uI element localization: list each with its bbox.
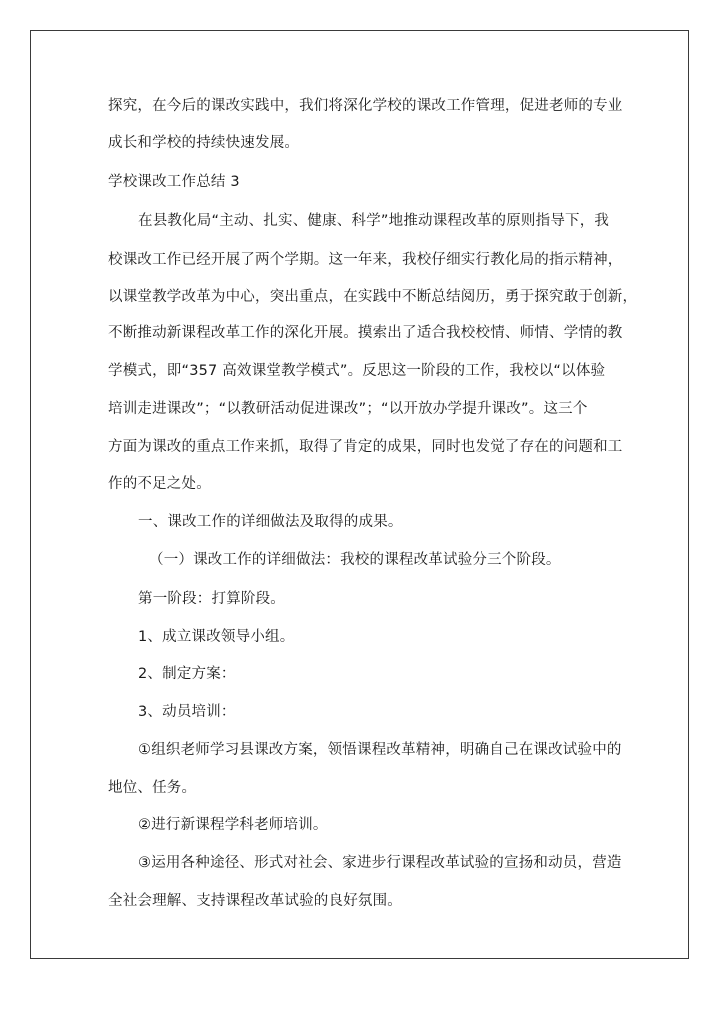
list-item: 2、制定方案：: [138, 666, 236, 682]
list-item: ②进行新课程学科老师培训。: [138, 817, 328, 833]
list-item: 1、成立课改领导小组。: [138, 629, 295, 645]
list-item: ①组织老师学习县课改方案，领悟课程改革精神，明确自己在课改试验中的: [138, 742, 622, 758]
page-border: [30, 30, 689, 959]
paragraph-line: 学模式，即“357 高效课堂教学模式”。反思这一阶段的工作，我校以“以体验: [108, 363, 606, 379]
paragraph-line: 培训走进课改”；“以教研活动促进课改”；“以开放办学提升课改”。这三个: [108, 401, 588, 417]
heading-level-1: 一、课改工作的详细做法及取得的成果。: [138, 514, 403, 530]
list-item: 3、动员培训：: [138, 704, 236, 720]
paragraph-line: 全社会理解、支持课程改革试验的良好氛围。: [108, 893, 402, 909]
paragraph-line: 成长和学校的持续快速发展。: [108, 135, 300, 151]
paragraph-line: 作的不足之处。: [108, 476, 211, 492]
list-item: ③运用各种途径、形式对社会、家进步行课程改革试验的宣扬和动员，营造: [138, 855, 622, 871]
paragraph-line: 第一阶段：打算阶段。: [138, 591, 285, 607]
paragraph-line: 探究，在今后的课改实践中，我们将深化学校的课改工作管理，促进老师的专业: [108, 98, 623, 114]
paragraph-line: 不断推动新课程改革工作的深化开展。摸索出了适合我校校情、师情、学情的教: [108, 325, 623, 341]
paragraph-line: 校课改工作已经开展了两个学期。这一年来，我校仔细实行教化局的指示精神，: [108, 252, 623, 268]
heading-level-2: （一）课改工作的详细做法：我校的课程改革试验分三个阶段。: [149, 552, 561, 568]
paragraph-line: 方面为课改的重点工作来抓，取得了肯定的成果，同时也发觉了存在的问题和工: [108, 439, 623, 455]
paragraph-line: 在县教化局“主动、扎实、健康、科学”地推动课程改革的原则指导下，我: [138, 213, 610, 229]
paragraph-line: 以课堂教学改革为中心，突出重点，在实践中不断总结阅历，勇于探究敢于创新，: [108, 289, 638, 305]
section-title: 学校课改工作总结 3: [108, 174, 240, 190]
paragraph-line: 地位、任务。: [108, 780, 197, 796]
